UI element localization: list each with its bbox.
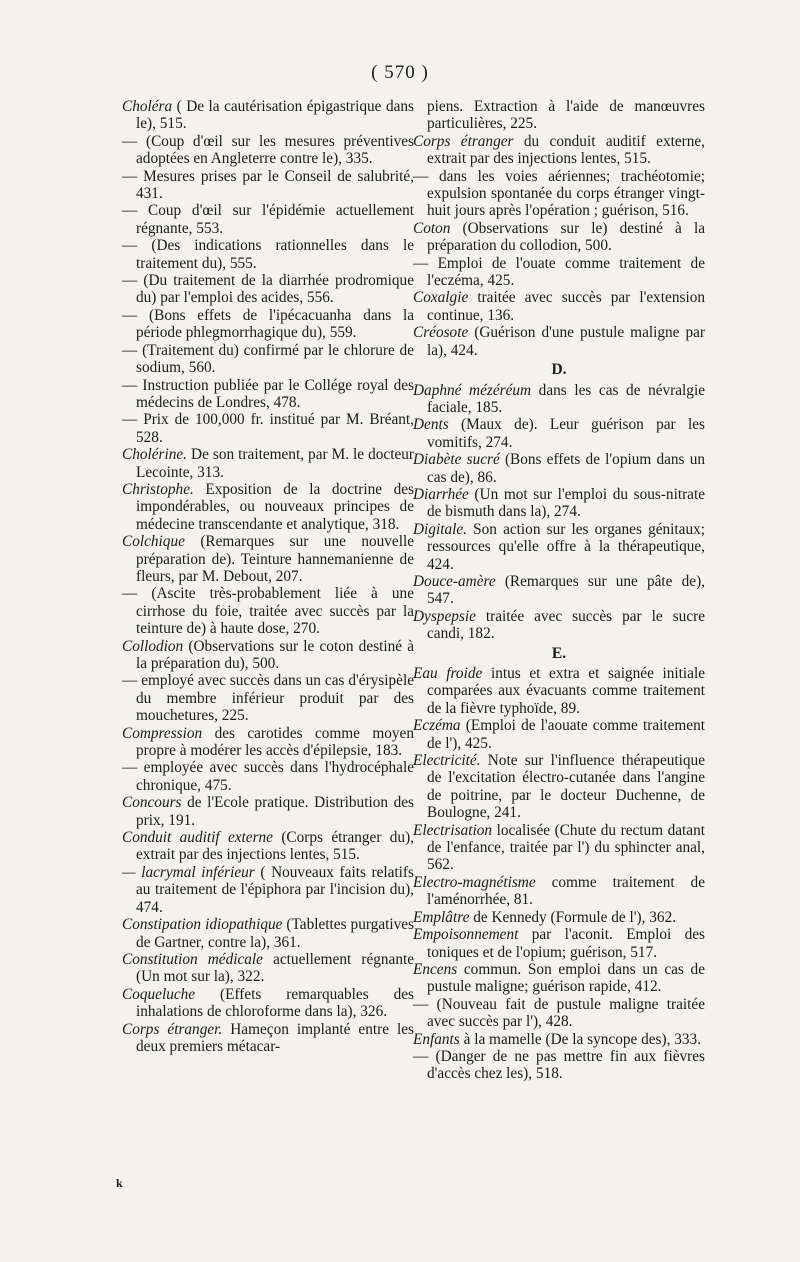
index-entry bbox=[413, 220, 705, 255]
entry-text: par l'aconit. Emploi des toniques et de l'opium; guérison, 517. bbox=[427, 926, 705, 961]
entry-term: Daphné mézéréum bbox=[413, 381, 532, 399]
index-entry bbox=[413, 822, 705, 874]
entry-text: (Un mot sur l'emploi du sous-nitrate de bismuth dans la), 274. bbox=[427, 485, 705, 521]
index-entry bbox=[122, 307, 414, 342]
entry-text: du conduit auditif externe, extrait par des injections lentes, 515. bbox=[427, 132, 705, 168]
index-entry bbox=[122, 202, 414, 237]
index-entry bbox=[413, 909, 705, 926]
index-entry bbox=[122, 133, 414, 168]
entry-text: traitée avec succès par le sucre candi, 182. bbox=[427, 607, 705, 643]
entry-term: Cholérine. bbox=[122, 446, 188, 464]
entry-text: — dans les voies aériennes; trachéotomie; expulsion spontanée du corps étranger vingt-huit jours après l'opération ; guérison, 516. bbox=[413, 167, 705, 220]
entry-text: — Emploi de l'ouate comme traitement de l'eczéma, 425. bbox=[413, 254, 705, 290]
entry-text: — (Bons effets de l'ipécacuanha dans la période phlegmorrhagique du), 559. bbox=[122, 306, 414, 342]
entry-term: Electro-magnétisme bbox=[413, 873, 536, 891]
entry-text: (Emploi de l'aouate comme traitement de l'), 425. bbox=[427, 717, 705, 752]
entry-term: Digitale. bbox=[413, 520, 467, 538]
index-entry bbox=[122, 342, 414, 377]
entry-text: — (Traitement du) confirmé par le chlorure de sodium, 560. bbox=[122, 341, 414, 377]
index-entry bbox=[413, 573, 705, 608]
entry-term: Douce-amère bbox=[413, 572, 496, 590]
entry-term: Conduit auditif externe bbox=[122, 829, 273, 847]
index-entry bbox=[122, 168, 414, 203]
entry-text: ( De la cautérisation épigastrique dans le), 515. bbox=[136, 98, 414, 133]
entry-text: Note sur l'influence thérapeutique de l'excitation électro-cutanée dans l'angine de poitrine, par le docteur Duchenne, de Boulogne, 241. bbox=[427, 752, 705, 822]
entry-term: Constipation idiopathique bbox=[122, 916, 283, 934]
index-entry bbox=[413, 255, 705, 290]
index-entry bbox=[413, 486, 705, 521]
index-entry bbox=[413, 416, 705, 451]
index-entry bbox=[413, 996, 705, 1031]
entry-text: — Prix de 100,000 fr. institué par M. Bréant, 528. bbox=[122, 411, 414, 446]
index-entry bbox=[413, 665, 705, 717]
entry-text: (Corps étranger du), extrait par des injections lentes, 515. bbox=[136, 829, 414, 864]
entry-text: (Maux de). Leur guérison par les vomitifs, 274. bbox=[427, 416, 705, 451]
entry-text: — (Ascite très-probablement liée à une cirrhose du foie, traitée avec succès par la teinture de) à haute dose, 270. bbox=[122, 585, 414, 638]
index-entry bbox=[122, 272, 414, 307]
entry-term: Corps étranger bbox=[413, 132, 514, 150]
index-entry bbox=[413, 168, 705, 220]
index-entry bbox=[122, 829, 414, 864]
entry-term: — lacrymal inférieur bbox=[122, 863, 255, 881]
index-entry bbox=[122, 725, 414, 760]
right-column bbox=[413, 98, 705, 1083]
index-entry bbox=[122, 237, 414, 272]
index-entry bbox=[413, 451, 705, 486]
entry-text: traitée avec succès par l'extension continue, 136. bbox=[427, 289, 705, 324]
index-entry bbox=[122, 533, 414, 585]
index-entry bbox=[122, 481, 414, 533]
index-entry bbox=[413, 717, 705, 752]
entry-term: Corps étranger. bbox=[122, 1020, 223, 1038]
entry-text: ( Nouveaux faits relatifs au traitement de l'épiphora par l'incision du), 474. bbox=[136, 863, 414, 916]
entry-term: Collodion bbox=[122, 637, 184, 655]
entry-term: Compression bbox=[122, 724, 203, 742]
entry-text: — (Des indications rationnelles dans le traitement du), 555. bbox=[122, 237, 414, 272]
entry-term: Emplâtre bbox=[413, 908, 470, 926]
index-entry bbox=[122, 864, 414, 916]
entry-text: (Bons effets de l'opium dans un cas de), 86. bbox=[427, 451, 705, 486]
entry-term: Eczéma bbox=[413, 717, 461, 735]
entry-term: Dyspepsie bbox=[413, 607, 476, 625]
index-entry bbox=[122, 585, 414, 637]
entry-text: (Effets remarquables des inhalations de chloroforme dans la), 326. bbox=[136, 985, 414, 1021]
index-entry bbox=[122, 759, 414, 794]
entry-term: Enfants bbox=[413, 1030, 460, 1048]
index-entry bbox=[413, 324, 705, 359]
entry-text: de Kennedy (Formule de l'), 362. bbox=[469, 908, 677, 926]
index-entry bbox=[122, 98, 414, 133]
entry-text: Exposition de la doctrine des impondérables, ou nouveaux principes de médecine transcendante et analytique, 318. bbox=[136, 480, 414, 533]
entry-text: de l'Ecole pratique. Distribution des prix, 191. bbox=[136, 794, 414, 829]
entry-term: Electricité. bbox=[413, 752, 481, 770]
index-entry bbox=[122, 986, 414, 1021]
index-entry bbox=[122, 672, 414, 724]
index-entry bbox=[122, 951, 414, 986]
section-letter: E. bbox=[551, 644, 567, 662]
entry-text: piens. Extraction à l'aide de manœuvres particulières, 225. bbox=[427, 98, 705, 133]
index-entry bbox=[122, 638, 414, 673]
entry-text: — Instruction publiée par le Collége royal des médecins de Londres, 478. bbox=[122, 376, 414, 411]
entry-text: Son action sur les organes génitaux; ressources qu'elle offre à la thérapeutique, 424. bbox=[427, 520, 705, 573]
entry-term: Constitution médicale bbox=[122, 950, 263, 968]
index-entry bbox=[413, 521, 705, 573]
entry-text: — Mesures prises par le Conseil de salubrité, 431. bbox=[122, 167, 414, 203]
entry-text: Hameçon implanté entre les deux premiers métacar- bbox=[136, 1020, 414, 1055]
entry-text: commun. Son emploi dans un cas de pustule maligne; guérison rapide, 412. bbox=[427, 960, 705, 996]
entry-text: à la mamelle (De la syncope des), 333. bbox=[459, 1030, 702, 1048]
index-entry bbox=[413, 382, 705, 417]
entry-term: Dents bbox=[413, 416, 449, 434]
entry-text: De son traitement, par M. le docteur Lecointe, 313. bbox=[136, 446, 414, 481]
entry-text: localisée (Chute du rectum datant de l'enfance, traitée par l') du sphincter anal, 562. bbox=[427, 821, 705, 874]
entry-text: dans les cas de névralgie faciale, 185. bbox=[427, 381, 705, 416]
entry-text: intus et extra et saignée initiale comparées aux évacuants comme traitement de la fièvre typhoïde, 89. bbox=[427, 665, 705, 717]
entry-term: Créosote bbox=[413, 324, 469, 342]
index-entry bbox=[413, 1031, 705, 1048]
entry-term: Coqueluche bbox=[122, 985, 196, 1003]
entry-term: Diabète sucré bbox=[413, 451, 500, 469]
entry-term: Coxalgie bbox=[413, 289, 469, 307]
index-entry bbox=[122, 377, 414, 412]
index-entry bbox=[413, 133, 705, 168]
entry-term: Eau froide bbox=[413, 665, 483, 682]
entry-text: — Coup d'œil sur l'épidémie actuellement régnante, 553. bbox=[122, 202, 414, 237]
section-letter: D. bbox=[551, 361, 567, 379]
entry-text: des carotides comme moyen propre à modérer les accès d'épilepsie, 183. bbox=[136, 724, 414, 760]
entry-text: (Remarques sur une pâte de), 547. bbox=[427, 572, 705, 608]
entry-term: Encens bbox=[413, 960, 458, 978]
entry-text: — (Nouveau fait de pustule maligne traitée avec succès par l'), 428. bbox=[413, 995, 705, 1031]
entry-term: Concours bbox=[122, 794, 182, 812]
entry-text: — employé avec succès dans un cas d'érysipèle du membre inférieur produit par des mouchetures, 225. bbox=[122, 672, 414, 725]
index-entry bbox=[413, 98, 705, 133]
entry-term: Choléra bbox=[122, 98, 173, 115]
entry-text: (Remarques sur une nouvelle préparation de). Teinture hannemanienne de fleurs, par M. Debout, 207. bbox=[136, 533, 414, 585]
entry-term: Empoisonnement bbox=[413, 926, 519, 944]
entry-text: (Observations sur le coton destiné à la préparation du), 500. bbox=[136, 637, 414, 672]
entry-text: — (Du traitement de la diarrhée prodromique du) par l'emploi des acides, 556. bbox=[122, 272, 414, 307]
index-entry bbox=[122, 1021, 414, 1056]
entry-text: — (Coup d'œil sur les mesures préventives adoptées en Angleterre contre le), 335. bbox=[122, 132, 414, 168]
index-entry bbox=[122, 446, 414, 481]
index-entry bbox=[122, 916, 414, 951]
entry-text: — (Danger de ne pas mettre fin aux fièvres d'accès chez les), 518. bbox=[413, 1047, 705, 1083]
page-number: ( 570 ) bbox=[371, 62, 429, 83]
index-entry bbox=[413, 874, 705, 909]
entry-term: Electrisation bbox=[413, 821, 493, 839]
index-entry bbox=[413, 926, 705, 961]
index-entry bbox=[413, 1048, 705, 1083]
index-entry bbox=[122, 794, 414, 829]
index-entry bbox=[413, 961, 705, 996]
index-entry bbox=[413, 608, 705, 643]
index-entry bbox=[413, 289, 705, 324]
entry-text: actuellement régnante (Un mot sur la), 322. bbox=[136, 950, 415, 986]
entry-text: (Observations sur le) destiné à la préparation du collodion, 500. bbox=[427, 219, 705, 255]
entry-text: (Tablettes purgatives de Gartner, contre la), 361. bbox=[136, 916, 414, 951]
entry-text: — employée avec succès dans l'hydrocéphale chronique, 475. bbox=[122, 759, 414, 794]
entry-term: Coton bbox=[413, 219, 451, 237]
entry-term: Christophe. bbox=[122, 480, 194, 498]
index-entry bbox=[122, 411, 414, 446]
index-entry bbox=[413, 752, 705, 822]
entry-text: (Guérison d'une pustule maligne par la), 424. bbox=[427, 324, 705, 359]
footer-mark: k bbox=[116, 1176, 123, 1190]
entry-term: Colchique bbox=[122, 533, 185, 551]
entry-term: Diarrhée bbox=[413, 485, 469, 503]
entry-text: comme traitement de l'aménorrhée, 81. bbox=[427, 873, 705, 909]
left-column bbox=[122, 98, 414, 1055]
